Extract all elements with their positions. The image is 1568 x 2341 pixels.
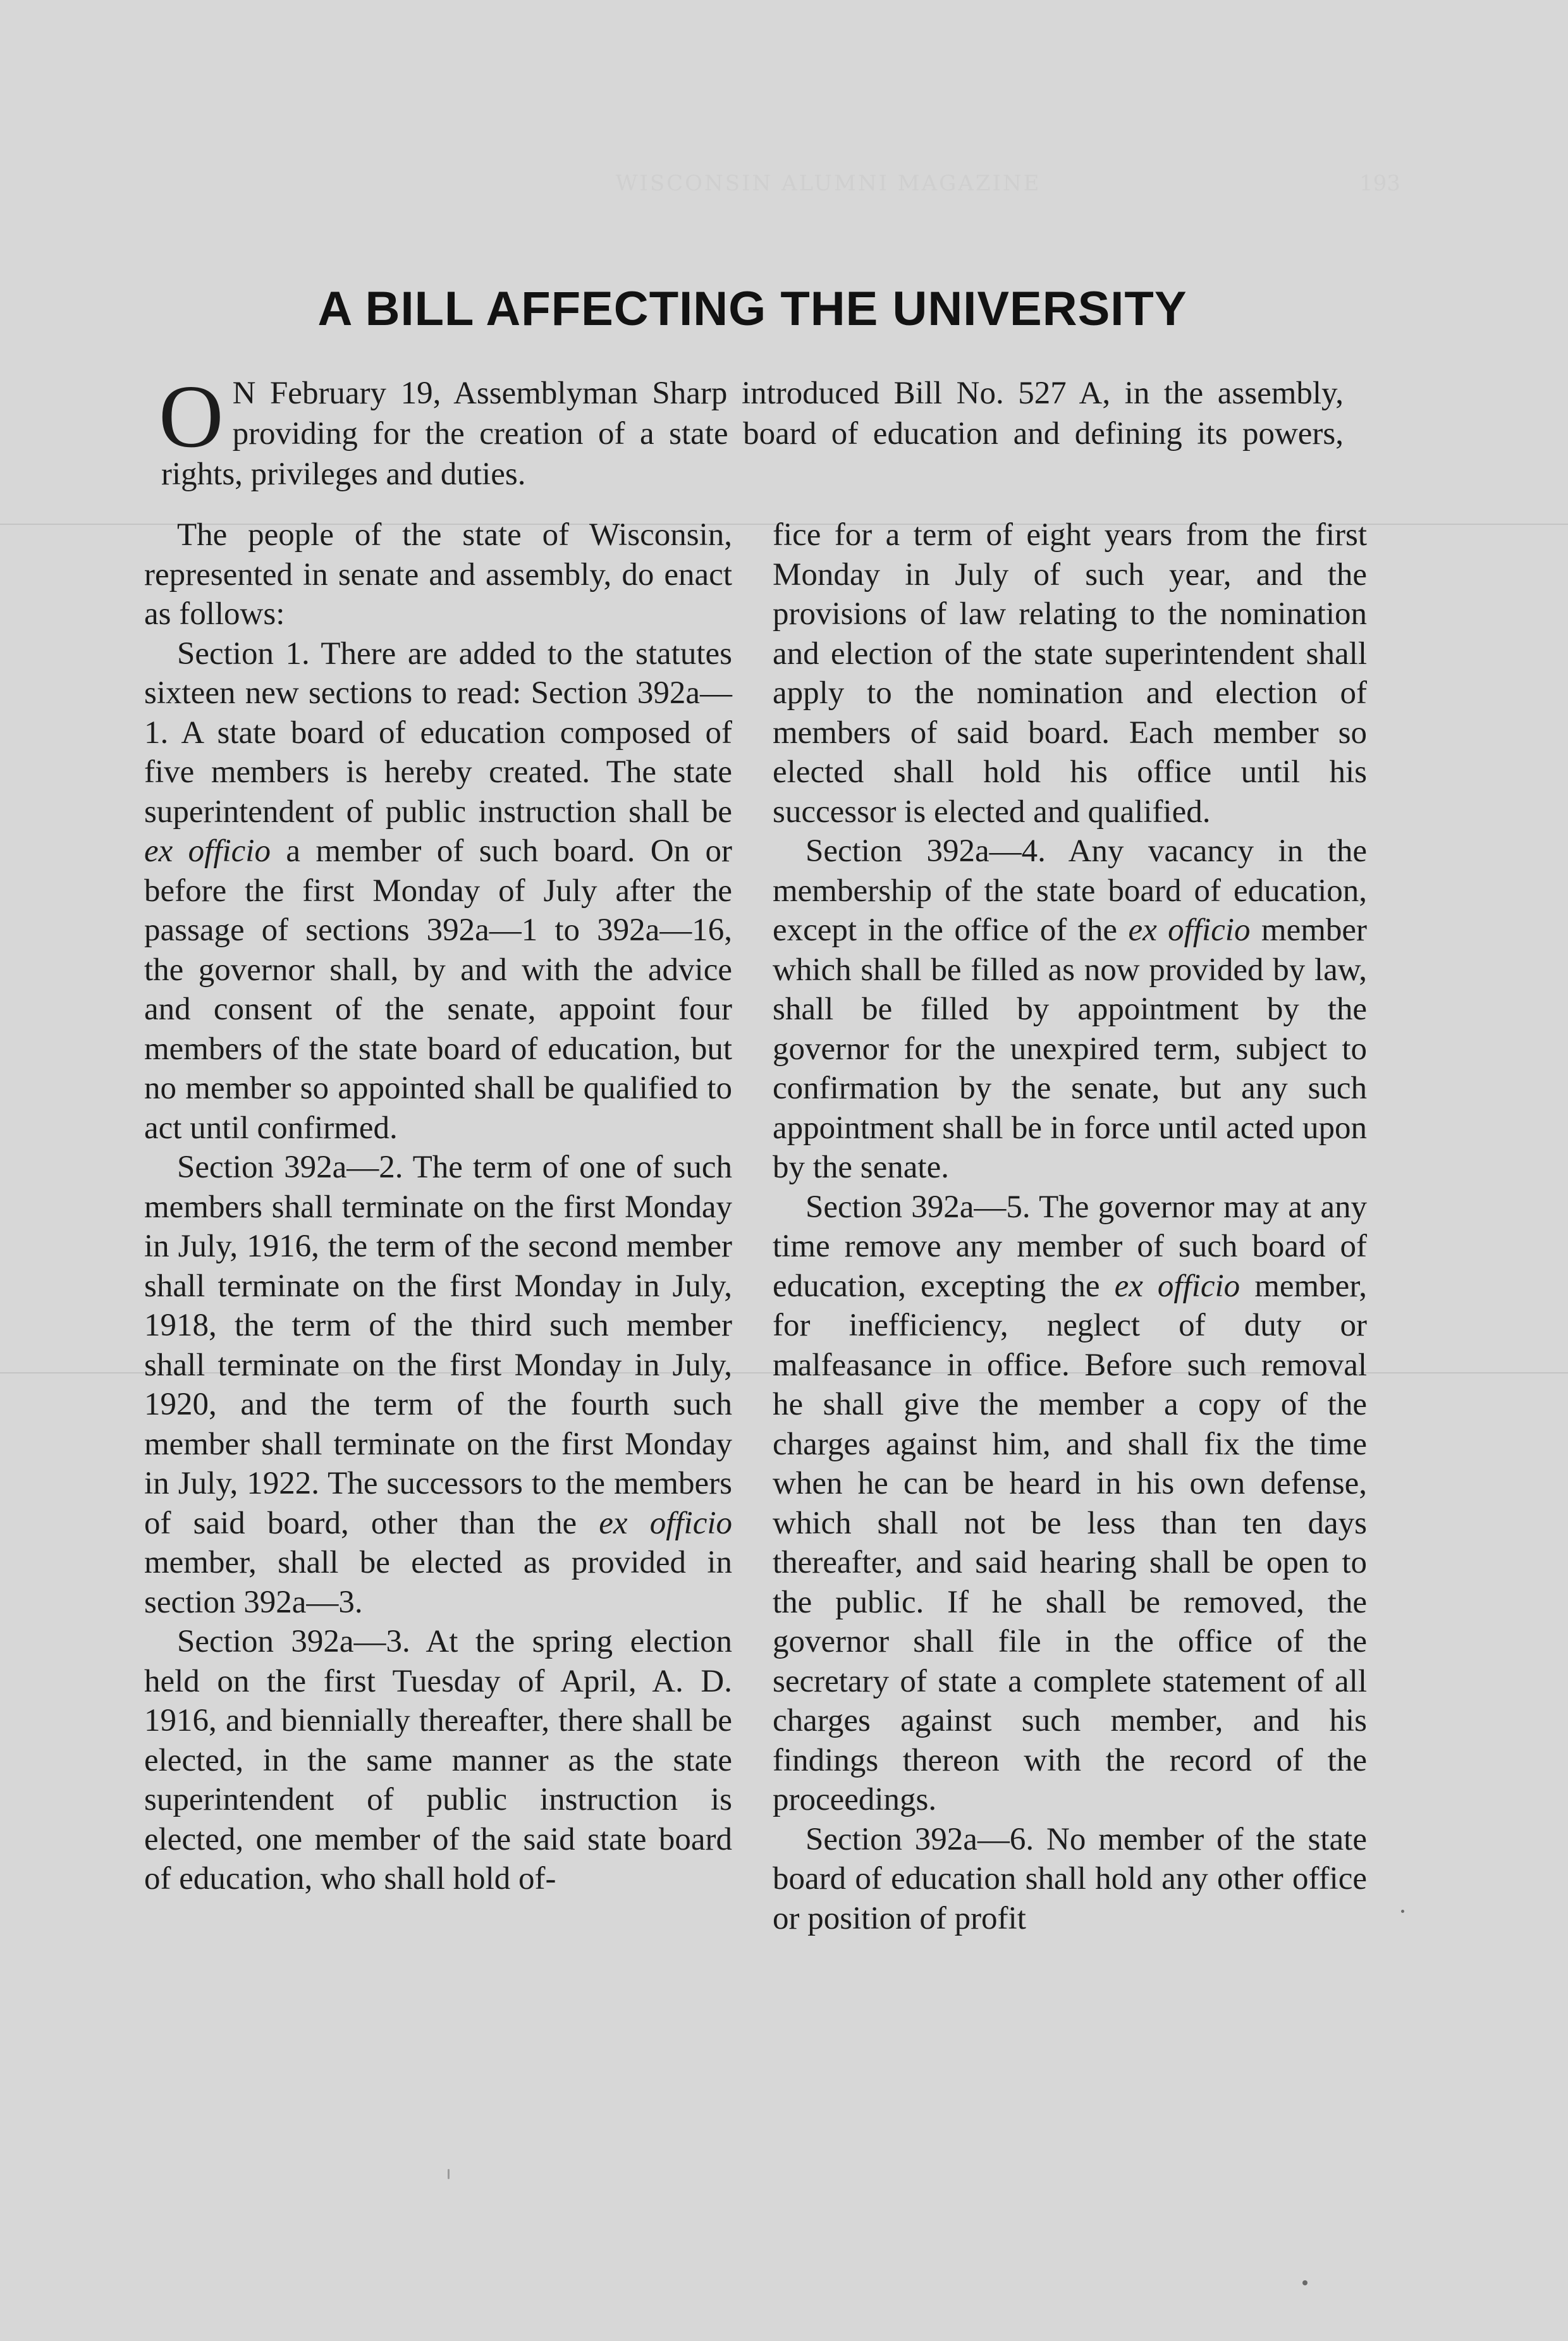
section-392a-5-text-cont: member, for inefficiency, neglect of duty or malfeasance in office. Before such removal he shall give the member a copy of the charges against him, and shall fix the time when he can be heard in his own defense, which shall not be less than ten days thereafter, and said hearing shall be open to the public. If he shall be removed, the governor shall file in the office of the secretary of state a complete statement of all charges against such member, and his findings thereon with the record of the proceedings.	[773, 1268, 1368, 1817]
section-392a-2	[144, 1148, 732, 1622]
left-column	[144, 515, 732, 1899]
section-392a-4-text-cont: member which shall be filled as now provided by law, shall be filled by appointment by the governor for the unexpired term, subject to confirmation by the senate, but any such appointment shall be in force until acted upon by the senate.	[773, 912, 1368, 1185]
right-column	[773, 515, 1367, 1938]
section-392a-6	[773, 1820, 1367, 1939]
ex-officio-term: ex officio	[1128, 912, 1251, 948]
paper-speck	[1302, 2280, 1308, 2285]
section-392a-5-text: Section 392a—5. The governor may at any time remove any member of such board of education, excepting the	[773, 1189, 1367, 1304]
section-392a-3-cont-text: fice for a term of eight years from the first Monday in July of such year, and the provisions of law relating to the nomination and election of the state superintendent shall apply to the nomination and election of members of said board. Each member so elected shall hold his office until his successor is elected and qualified.	[773, 517, 1367, 830]
ex-officio-term: ex officio	[144, 833, 271, 869]
paper-speck	[1401, 1910, 1404, 1913]
paper-speck	[448, 2169, 450, 2179]
section-1-text: Section 1. There are added to the statutes sixteen new sections to read: Section 392a—1. A state board of education composed of five members is hereby created. The state superintendent of public instruction shall be	[144, 636, 732, 830]
running-head: WISCONSIN ALUMNI MAGAZINE	[615, 171, 1041, 196]
enacting-clause	[144, 515, 732, 634]
section-392a-2-text-cont: member, shall be elected as provided in section 392a—3.	[144, 1545, 732, 1620]
section-392a-6-text: Section 392a—6. No member of the state board of education shall hold any other office or position of profit	[773, 1821, 1367, 1936]
section-392a-3	[144, 1622, 732, 1899]
section-392a-5	[773, 1188, 1367, 1820]
section-392a-2-text: Section 392a—2. The term of one of such members shall terminate on the first Monday in July, 1916, the term of the second member shall terminate on the first Monday in July, 1918, the term of the third such member shall terminate on the first Monday in July, 1920, and the term of the fourth such member shall terminate on the first Monday in July, 1922. The successors to the members of said board, other than the	[144, 1150, 732, 1541]
intro-paragraph	[159, 366, 1344, 495]
ex-officio-term: ex officio	[599, 1505, 733, 1541]
intro-text: N February 19, Assemblyman Sharp introduced Bill No. 527 A, in the assembly, providing for the creation of a state board of education and defining its powers, rights, privileges and duties.	[161, 376, 1344, 492]
ex-officio-term: ex officio	[1114, 1268, 1240, 1304]
enacting-clause-text: The people of the state of Wisconsin, represented in senate and assembly, do enact as follows:	[144, 517, 732, 632]
section-392a-4	[773, 832, 1367, 1188]
section-392a-3-text: Section 392a—3. At the spring election held on the first Tuesday of April, A. D. 1916, and biennially thereafter, there shall be elected, in the same manner as the state superintendent of public instruction is elected, one member of the said state board of education, who shall hold of-	[144, 1624, 732, 1896]
section-392a-3-continued	[773, 515, 1367, 832]
section-392a-4-text: Section 392a—4. Any vacancy in the membership of the state board of education, except in the office of the	[773, 833, 1367, 948]
drop-cap: O	[159, 366, 224, 466]
page-title: A BILL AFFECTING THE UNIVERSITY	[317, 282, 1187, 336]
page-number: 193	[1359, 171, 1400, 196]
section-1-text-cont: a member of such board. On or before the first Monday of July after the passage of sections 392a—1 to 392a—16, the governor shall, by and with the advice and consent of the senate, appoint four members of the state board of education, but no member so appointed shall be qualified to act until confirmed.	[144, 833, 733, 1146]
section-1	[144, 634, 732, 1148]
